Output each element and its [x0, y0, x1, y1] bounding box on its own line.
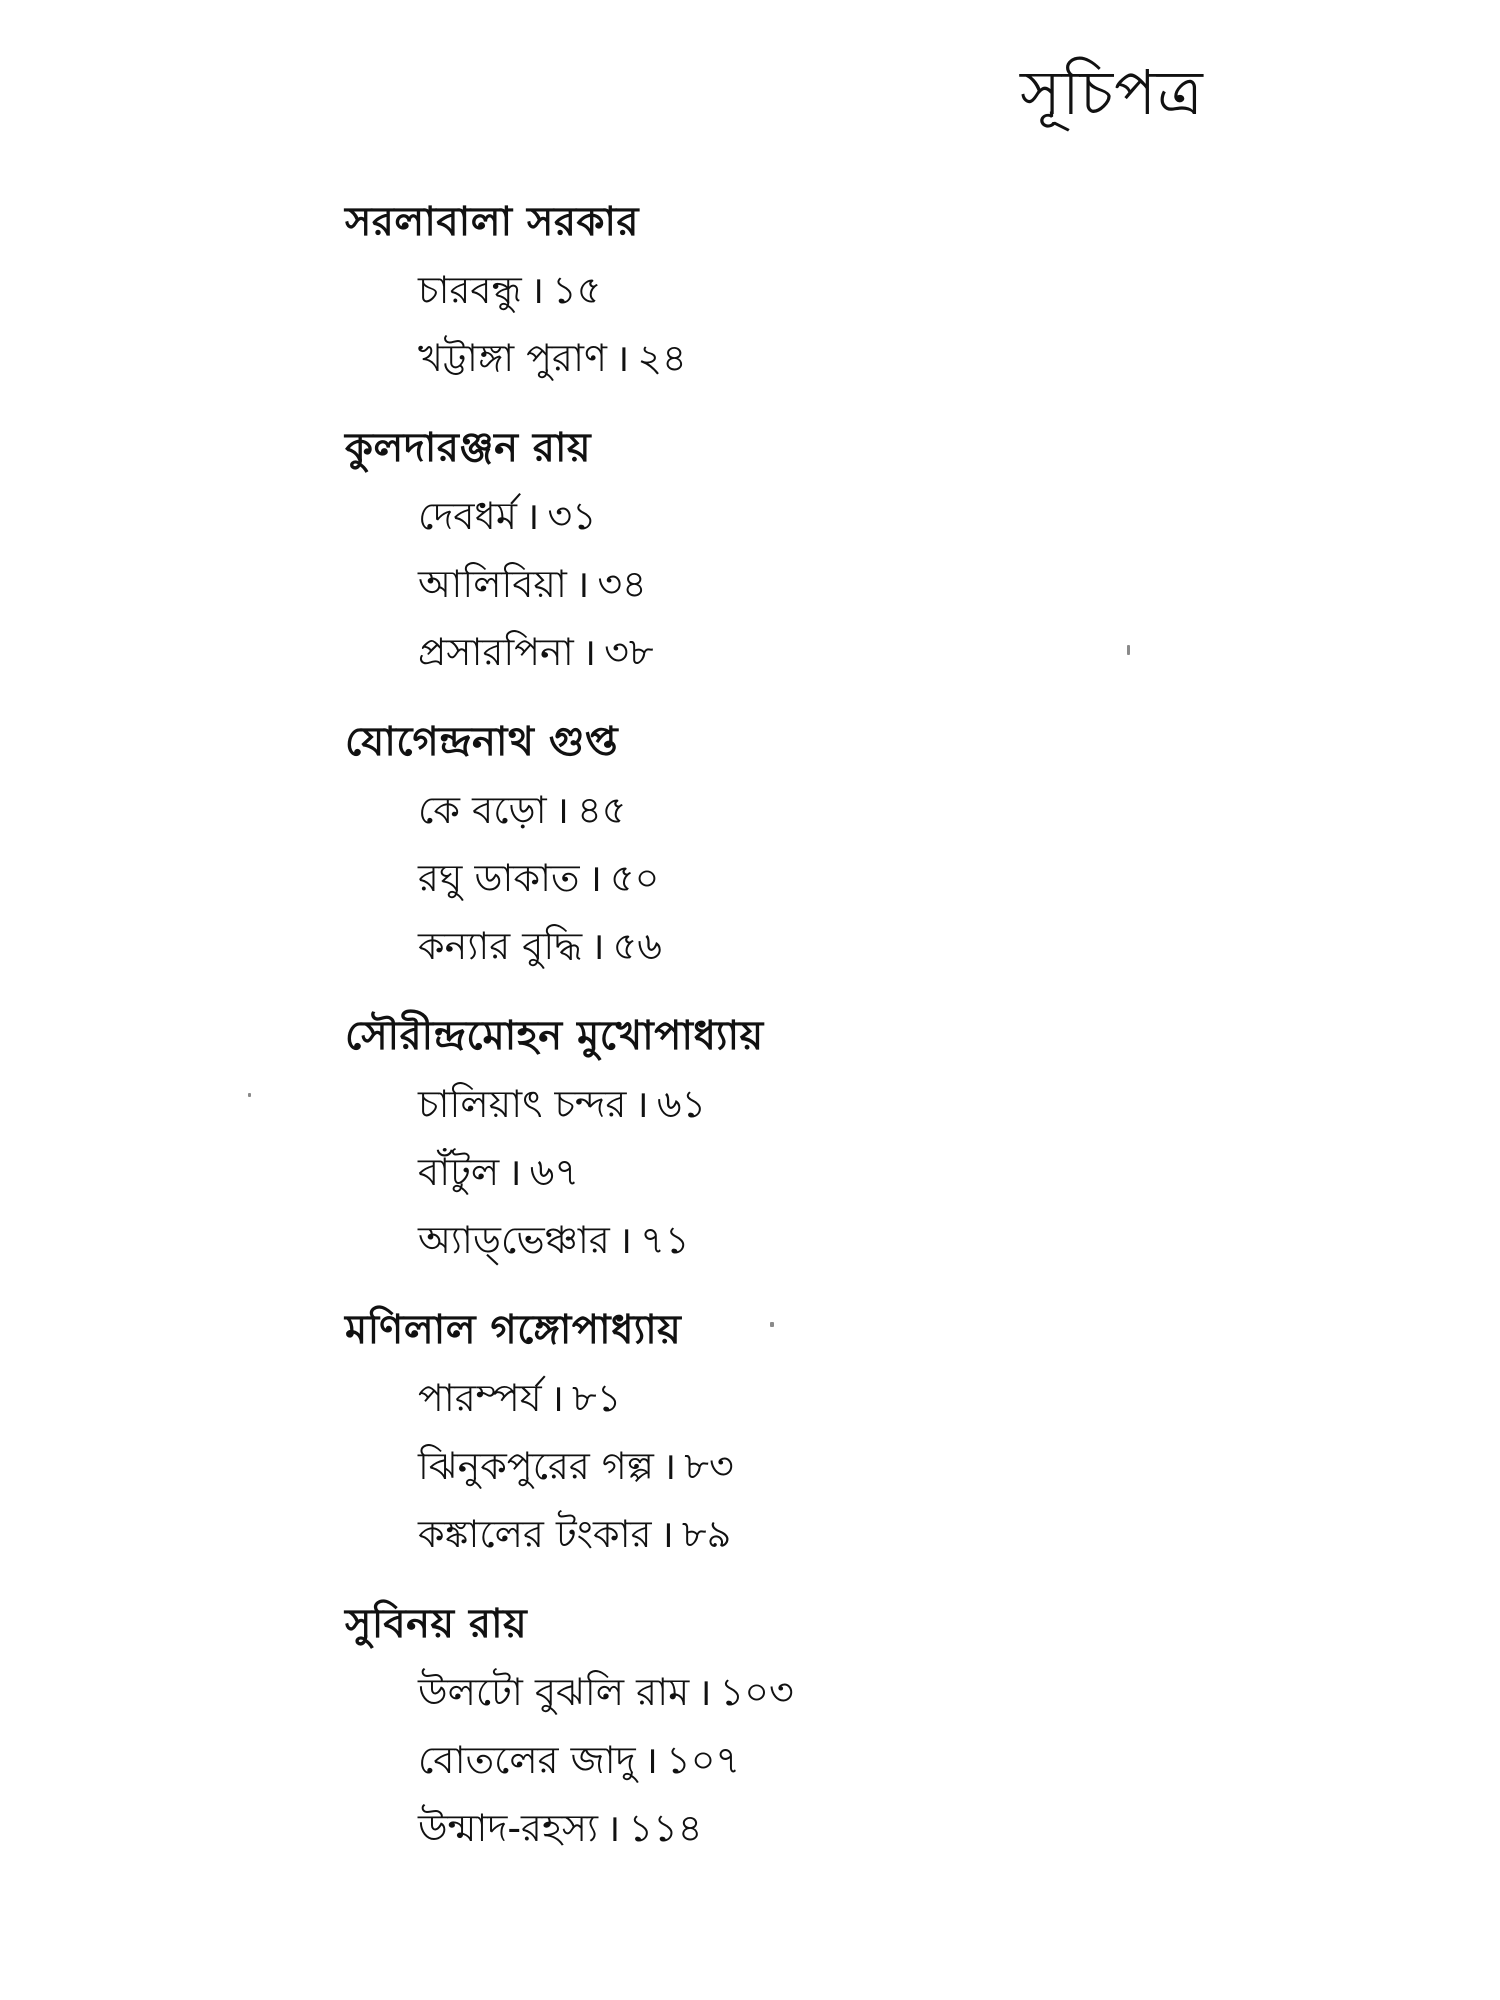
separator: । — [549, 1376, 565, 1420]
author-section — [345, 1002, 1345, 1274]
toc-entry — [345, 1794, 1345, 1862]
page-number: ৮৯ — [681, 1512, 732, 1556]
story-title: দেবধর্ম — [418, 494, 517, 538]
author-name: সৌরীন্দ্রমোহন মুখোপাধ্যায় — [345, 1013, 764, 1059]
page-number: ৩৪ — [597, 562, 647, 606]
toc-entry — [345, 1206, 1345, 1274]
toc-entry — [345, 912, 1345, 980]
story-title: কে বড়ো — [418, 788, 547, 832]
print-speck — [770, 1322, 774, 1327]
separator: । — [587, 856, 602, 900]
separator: । — [634, 1082, 649, 1126]
separator: । — [554, 788, 570, 832]
separator: । — [606, 1806, 621, 1850]
print-speck — [1127, 645, 1130, 655]
page-number: ১০৩ — [719, 1670, 794, 1714]
story-title: ঝিনুকপুরের গল্প — [418, 1444, 654, 1488]
author-section — [345, 414, 1345, 686]
page-number: ১০৭ — [666, 1738, 741, 1782]
separator: । — [617, 1218, 633, 1262]
separator: । — [614, 336, 630, 380]
separator: । — [581, 630, 597, 674]
author-section — [345, 1590, 1345, 1862]
toc-entry — [345, 1726, 1345, 1794]
toc-entry — [345, 256, 1345, 324]
toc-entry — [345, 1432, 1345, 1500]
page-title: সূচিপত্র — [1020, 56, 1204, 129]
story-title: উন্মাদ-রহস্য — [418, 1806, 599, 1850]
separator: । — [507, 1150, 522, 1194]
page-number: ৩১ — [547, 494, 597, 538]
story-title: উলটো বুঝলি রাম — [418, 1670, 690, 1714]
page-number: ১১৪ — [628, 1806, 703, 1850]
page-number: ৫৬ — [612, 924, 662, 968]
author-name: কুলদারঞ্জন রায় — [345, 425, 592, 471]
page-number: ১৫ — [552, 268, 602, 312]
separator: । — [659, 1512, 674, 1556]
page-number: ৮১ — [572, 1376, 622, 1420]
toc-entry — [345, 1658, 1345, 1726]
separator: । — [574, 562, 590, 606]
page-number: ৬১ — [656, 1082, 707, 1126]
separator: । — [590, 924, 605, 968]
author-name: যোগেন্দ্রনাথ গুপ্ত — [345, 719, 619, 765]
separator: । — [524, 494, 540, 538]
story-title: খট্টাঙ্গা পুরাণ — [418, 336, 607, 380]
toc-entry — [345, 1500, 1345, 1568]
separator: । — [661, 1444, 677, 1488]
toc-entry — [345, 1138, 1345, 1206]
page-number: ৬৭ — [529, 1150, 580, 1194]
toc-entry — [345, 618, 1345, 686]
story-title: কঙ্কালের টংকার — [418, 1512, 652, 1556]
print-speck — [248, 1093, 251, 1097]
toc-entry — [345, 1070, 1345, 1138]
author-section — [345, 188, 1345, 392]
author-section — [345, 1296, 1345, 1568]
story-title: অ্যাড্‌ভেঞ্চার — [418, 1218, 610, 1262]
author-name: সুবিনয় রায় — [345, 1601, 528, 1647]
toc-entry — [345, 844, 1345, 912]
story-title: আলিবিয়া — [418, 562, 567, 606]
page-number: ৮৩ — [684, 1444, 734, 1488]
story-title: পারম্পর্য — [418, 1376, 542, 1420]
toc-entry — [345, 776, 1345, 844]
page-number: ৪৫ — [577, 788, 627, 832]
toc-entry — [345, 482, 1345, 550]
story-title: কন্যার বুদ্ধি — [418, 924, 583, 968]
story-title: চারবন্ধু — [418, 268, 522, 312]
story-title: বোতলের জাদু — [418, 1738, 636, 1782]
author-section — [345, 708, 1345, 980]
page-number: ৩৮ — [604, 630, 654, 674]
page-number: ৫০ — [609, 856, 660, 900]
separator: । — [697, 1670, 712, 1714]
author-name: সরলাবালা সরকার — [345, 199, 640, 245]
page-number: ৭১ — [640, 1218, 690, 1262]
story-title: রঘু ডাকাত — [418, 856, 580, 900]
story-title: বাঁটুল — [418, 1150, 500, 1194]
page-number: ২৪ — [637, 336, 687, 380]
toc-entry — [345, 550, 1345, 618]
table-of-contents — [345, 188, 1345, 1884]
toc-entry — [345, 1364, 1345, 1432]
author-name: মণিলাল গঙ্গোপাধ্যায় — [345, 1307, 682, 1353]
separator: । — [643, 1738, 659, 1782]
separator: । — [529, 268, 545, 312]
story-title: চালিয়াৎ চন্দর — [418, 1082, 627, 1126]
toc-entry — [345, 324, 1345, 392]
story-title: প্রসারপিনা — [418, 630, 574, 674]
